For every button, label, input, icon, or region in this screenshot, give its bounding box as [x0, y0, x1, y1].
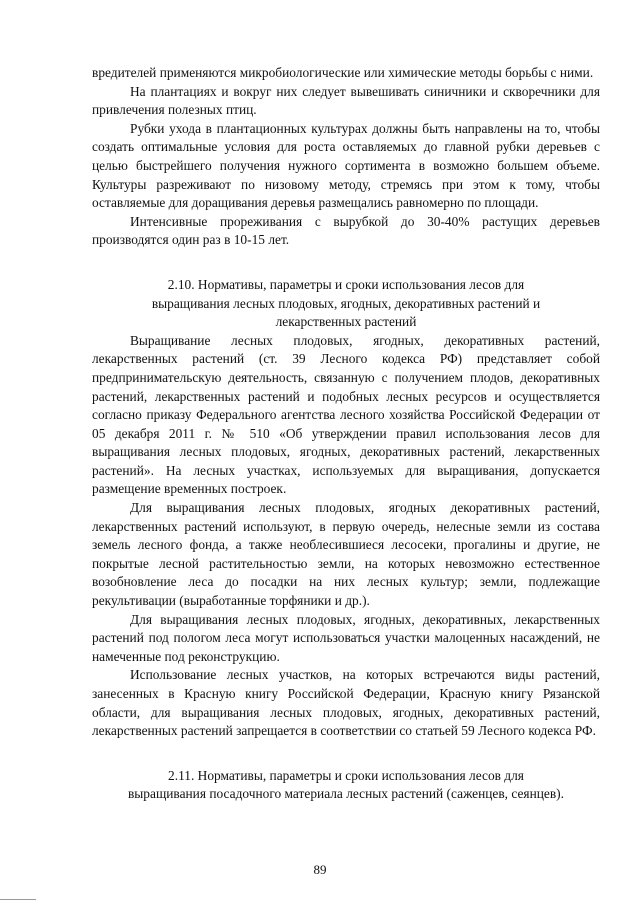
page-body [92, 64, 600, 804]
paragraph-intensive-thinning: Интенсивные прореживания с вырубкой до 30-40% растущих деревьев производятся один раз в 10-15 лет. [92, 213, 600, 248]
section-heading-line: выращивания посадочного материала лесных растений (саженцев, сеянцев). [127, 786, 564, 802]
paragraph-under-canopy: Для выращивания лесных плодовых, ягодных, декоративных, лекарственных растений под пологом леса могут использоваться участки малоценных насаждений, не намеченные под реконструкцию. [92, 611, 600, 664]
paragraph-birdhouses: На плантациях и вокруг них следует вывешивать синичники и скворечники для привлечения полезных птиц. [92, 83, 600, 118]
section-heading-line: 2.10. Нормативы, параметры и сроки использования лесов для [167, 276, 525, 292]
paragraph-continuation: вредителей применяются микробиологические или химические методы борьбы с ними. [92, 65, 594, 80]
section-heading-2-10 [92, 276, 600, 332]
scan-edge-line [0, 899, 36, 900]
page-number: 89 [313, 862, 327, 877]
section-heading-line: выращивания лесных плодовых, ягодных, декоративных растений и [151, 295, 541, 311]
paragraph-thinning: Рубки ухода в плантационных культурах должны быть направлены на то, чтобы создать оптимальные условия для роста оставляемых до главной рубки деревьев с целью быстрейшего получения нужного сортимента в возможно большем объеме. Культуры разреживают по низовому методу, стремясь при этом к тому, чтобы оставляемые для доращивания деревья размещались равномерно по площади. [92, 120, 600, 211]
section-heading-2-11 [92, 767, 600, 804]
paragraph-land-use: Для выращивания лесных плодовых, ягодных декоративных растений, лекарственных растений используют, в первую очередь, нелесные земли из состава земель лесного фонда, а также необлесившиеся лесосеки, прогалины и другие, не покрытые лесной растительностью земли, на которых невозможно естественное возобновление леса до посадки на них лесных культур; земли, подлежащие рекультивации (выработанные торфяники и др.). [92, 500, 600, 609]
section-heading-line: 2.11. Нормативы, параметры и сроки использования лесов для [168, 767, 524, 783]
paragraph-cultivation-definition: Выращивание лесных плодовых, ягодных, декоративных растений, лекарственных растений (ст. 39 Лесного кодекса РФ) представляет собой предпринимательскую деятельность, связанную с получением плодов, декоративных растений, лекарственных растений и подобных лесных ресурсов и осуществляется согласно приказу Федерального агентства лесного хозяйства Российской Федерации от 05 декабря 2011 г. № 510 «Об утверждении правил использования лесов для выращивания лесных плодовых, ягодных, декоративных растений, лекарственных растений». На лесных участках, используемых для выращивания, допускается размещение временных построек. [92, 332, 600, 497]
section-heading-line: лекарственных растений [275, 314, 417, 330]
paragraph-red-book: Использование лесных участков, на которых встречаются виды растений, занесенных в Красную книгу Российской Федерации, Красную книгу Рязанской области, для выращивания лесных плодовых, ягодных, декоративных растений, лекарственных растений запрещается в соответствии со статьей 59 Лесного кодекса РФ. [92, 667, 600, 739]
